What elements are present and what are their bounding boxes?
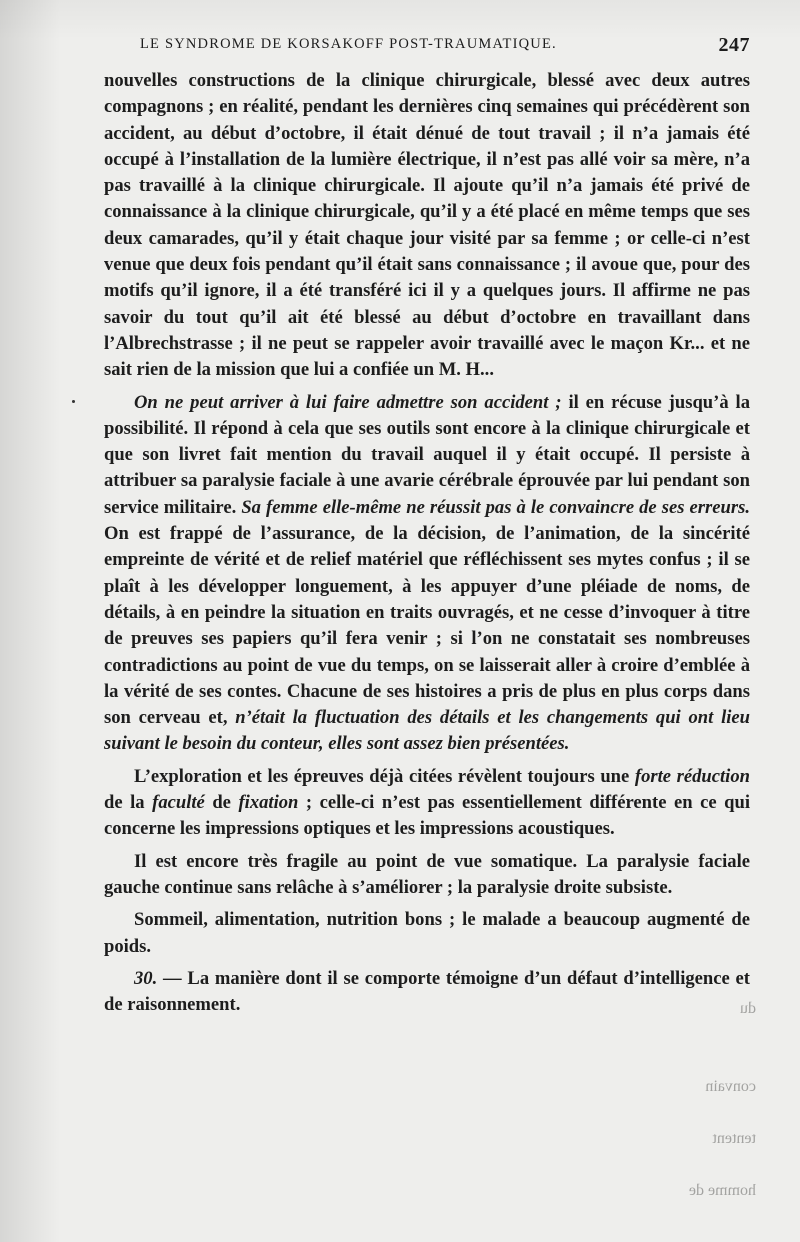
running-title: LE SYNDROME DE KORSAKOFF POST-TRAUMATIQUE. bbox=[140, 36, 557, 52]
text-segment: nouvelles constructions de la clinique chirurgicale, blessé avec deux autres compagnons ; en réalité, pendant les dernières cinq semaines qui précédèrent son accident, au début d’octobre, il était dénué de tout travail ; il n’a jamais été occupé à l’installation de la lumière électrique, il n’est pas allé voir sa mère, n’a pas travaillé à la clinique chirurgicale. Il ajoute qu’il n’a jamais été privé de connaissance à la clinique chirurgicale, qu’il y a été placé en même temps que ses deux camarades, qu’il y était chaque jour visité par sa femme ; or celle-ci n’est venue que deux fois pendant qu’il était sans connaissance ; il avoue que, pour des motifs qu’il ignore, il a été transféré ici il y a quelques jours. Il affirme ne pas savoir du tout qu’il ait été blessé au début d’octobre en travaillant dans l’Albrechstrasse ; il ne peut se rappeler avoir travaillé avec le maçon Kr... et ne sait rien de la mission que lui a confiée un M. H... bbox=[104, 70, 750, 381]
text-segment: ; celle-ci n’est pas essentiellement différente en ce qui concerne les impressions optiques et les impressions acoustiques. bbox=[104, 792, 751, 840]
italic-segment: faculté bbox=[152, 792, 205, 814]
text-segment: de bbox=[204, 792, 239, 814]
text-segment: de la bbox=[104, 792, 153, 814]
text-segment: — La manière dont il se comporte témoigne d’un défaut d’intelligence et de raisonnement. bbox=[104, 967, 750, 1016]
text-segment: Il est encore très fragile au point de vue somatique. La paralysie faciale gauche continue sans relâche à s’améliorer ; la paralysie droite subsiste. bbox=[104, 850, 750, 898]
paragraph bbox=[104, 68, 750, 384]
text-segment: L’exploration et les épreuves déjà citées révèlent toujours une bbox=[134, 765, 635, 787]
text-segment: il en récuse jusqu’à la possibilité. Il répond à cela que ses outils sont encore à la clinique chirurgicale et que son livret fait mention du travail auquel il y était occupé. Il persiste à attribuer sa paralysie faciale à une avarie cérébrale éprouvée par lui pendant son service militaire. bbox=[104, 391, 750, 518]
paragraph bbox=[104, 966, 750, 1019]
bleed-through-text: homme de bbox=[688, 1182, 756, 1199]
bleed-through-text: convain bbox=[705, 1078, 756, 1095]
italic-segment: forte réduction bbox=[634, 765, 750, 787]
page-number: 247 bbox=[718, 34, 750, 56]
running-head bbox=[140, 34, 750, 58]
italic-segment: On ne peut arriver à lui faire admettre son accident ; bbox=[134, 391, 562, 413]
italic-segment: n’était la fluctuation des détails et les changements qui ont lieu suivant le besoin du conteur, elles sont assez bien présentées. bbox=[104, 707, 751, 755]
paragraph bbox=[104, 907, 750, 960]
text-segment: Sommeil, alimentation, nutrition bons ; le malade a beaucoup augmenté de poids. bbox=[104, 909, 750, 957]
bleed-through-text: tentent bbox=[712, 1130, 756, 1147]
italic-segment: Sa femme elle-même ne réussit pas à le convaincre de ses erreurs. bbox=[241, 496, 750, 518]
italic-segment: fixation bbox=[238, 792, 299, 814]
paragraph bbox=[104, 390, 750, 758]
margin-mark bbox=[72, 400, 75, 403]
bleed-through-text: du bbox=[740, 1000, 756, 1017]
text-segment: On est frappé de l’assurance, de la décision, de l’animation, de la sincérité empreinte de vérité et de relief matériel que réfléchissent ses mytes confus ; il se plaît à les développer longuement, à les appuyer d’une pléiade de noms, de détails, à en peindre la situation en traits ouvragés, et ne cesse d’invoquer à titre de preuves ses papiers qu’il fera venir ; si l’on ne constatait ses nombreuses contradictions au point de vue du temps, on se laisserait aller à croire d’emblée à la vérité de ses contes. Chacune de ses histoires a pris de plus en plus corps dans son cerveau et, bbox=[104, 523, 750, 729]
body-text bbox=[104, 68, 750, 1018]
italic-segment: 30. bbox=[134, 967, 158, 989]
paragraph bbox=[104, 764, 750, 843]
paragraph bbox=[104, 849, 750, 902]
